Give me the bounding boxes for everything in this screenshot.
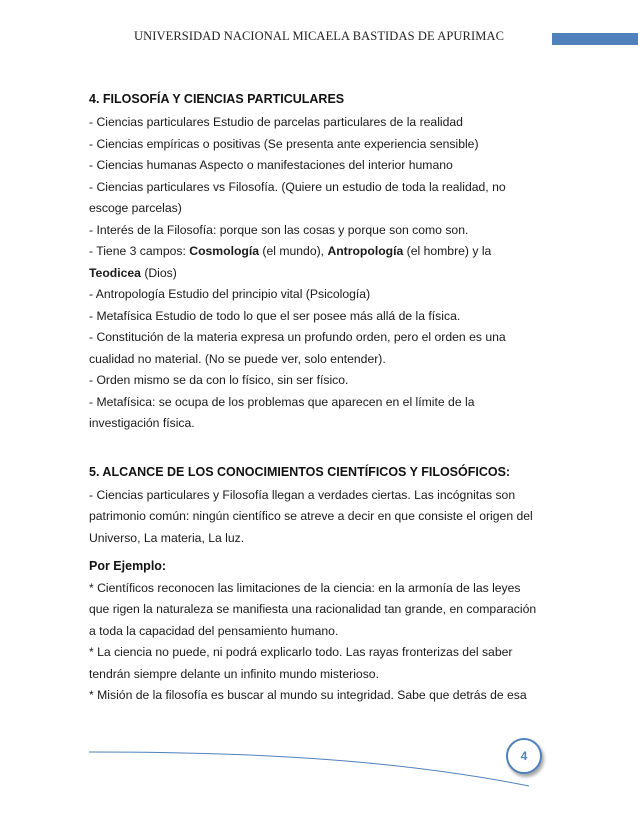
body-line: Universo, La materia, La luz.	[89, 530, 245, 545]
example-heading: Por Ejemplo:	[89, 559, 167, 573]
footer-rule	[89, 750, 557, 788]
body-line: - Metafísica: se ocupa de los problemas que aparecen en el límite de la	[89, 394, 475, 409]
body-line: - Ciencias particulares Estudio de parcelas particulares de la realidad	[89, 115, 463, 129]
body-line: - Constitución de la materia expresa un profundo orden, pero el orden es una	[89, 330, 506, 344]
campos-mid-2: (el hombre) y la	[403, 244, 492, 258]
document-body	[89, 90, 559, 707]
header-accent-bar	[552, 33, 638, 45]
section-5-heading: 5. ALCANCE DE LOS CONOCIMIENTOS CIENTÍFICOS Y FILOSÓFICOS:	[89, 464, 511, 479]
campos-suffix: (Dios)	[140, 265, 177, 280]
body-line: investigación física.	[89, 416, 195, 430]
page-header-title: UNIVERSIDAD NACIONAL MICAELA BASTIDAS DE APURIMAC	[133, 29, 505, 43]
term-teodicea: Teodicea	[89, 265, 141, 280]
section-4-heading: 4. FILOSOFÍA Y CIENCIAS PARTICULARES	[89, 92, 345, 106]
body-line: - Ciencias humanas Aspecto o manifestaciones del interior humano	[89, 158, 453, 172]
body-line: * Científicos reconocen las limitaciones de la ciencia: en la armonía de las leyes	[89, 580, 521, 595]
body-line: - Orden mismo se da con lo físico, sin ser físico.	[89, 373, 349, 387]
page-number-badge: 4	[506, 738, 542, 774]
body-line: * La ciencia no puede, ni podrá explicarlo todo. Las rayas fronterizas del saber	[89, 645, 513, 659]
term-cosmologia: Cosmología	[189, 244, 260, 258]
body-line: cualidad no material. (No se puede ver, solo entender).	[89, 351, 386, 366]
body-line: - Ciencias particulares y Filosofía llegan a verdades ciertas. Las incógnitas son	[89, 487, 516, 502]
body-line: - Metafísica Estudio de todo lo que el ser posee más allá de la física.	[89, 308, 461, 323]
body-line: - Ciencias particulares vs Filosofía. (Quiere un estudio de toda la realidad, no	[89, 179, 506, 194]
term-antropologia: Antropología	[327, 244, 404, 258]
body-line: * Misión de la filosofía es buscar al mundo su integridad. Sabe que detrás de esa	[89, 688, 527, 702]
body-line: patrimonio común: ningún científico se atreve a decir en que consiste el origen del	[89, 509, 533, 523]
body-line: - Ciencias empíricas o positivas (Se presenta ante experiencia sensible)	[89, 136, 479, 151]
body-line: escoge parcelas)	[89, 201, 182, 215]
body-line: - Interés de la Filosofía: porque son las cosas y porque son como son.	[89, 222, 469, 237]
campos-prefix: - Tiene 3 campos:	[89, 244, 190, 258]
campos-mid-1: (el mundo),	[259, 244, 328, 258]
campos-line	[89, 241, 559, 263]
body-line: tendrán siempre delante un infinito mundo misterioso.	[89, 666, 379, 681]
body-line: que rigen la naturaleza se manifiesta una racionalidad tan grande, en comparación	[89, 602, 537, 616]
body-line: a toda la capacidad del pensamiento humano.	[89, 623, 339, 638]
body-line: - Antropología Estudio del principio vital (Psicología)	[89, 287, 371, 301]
campos-line-2	[89, 263, 559, 285]
